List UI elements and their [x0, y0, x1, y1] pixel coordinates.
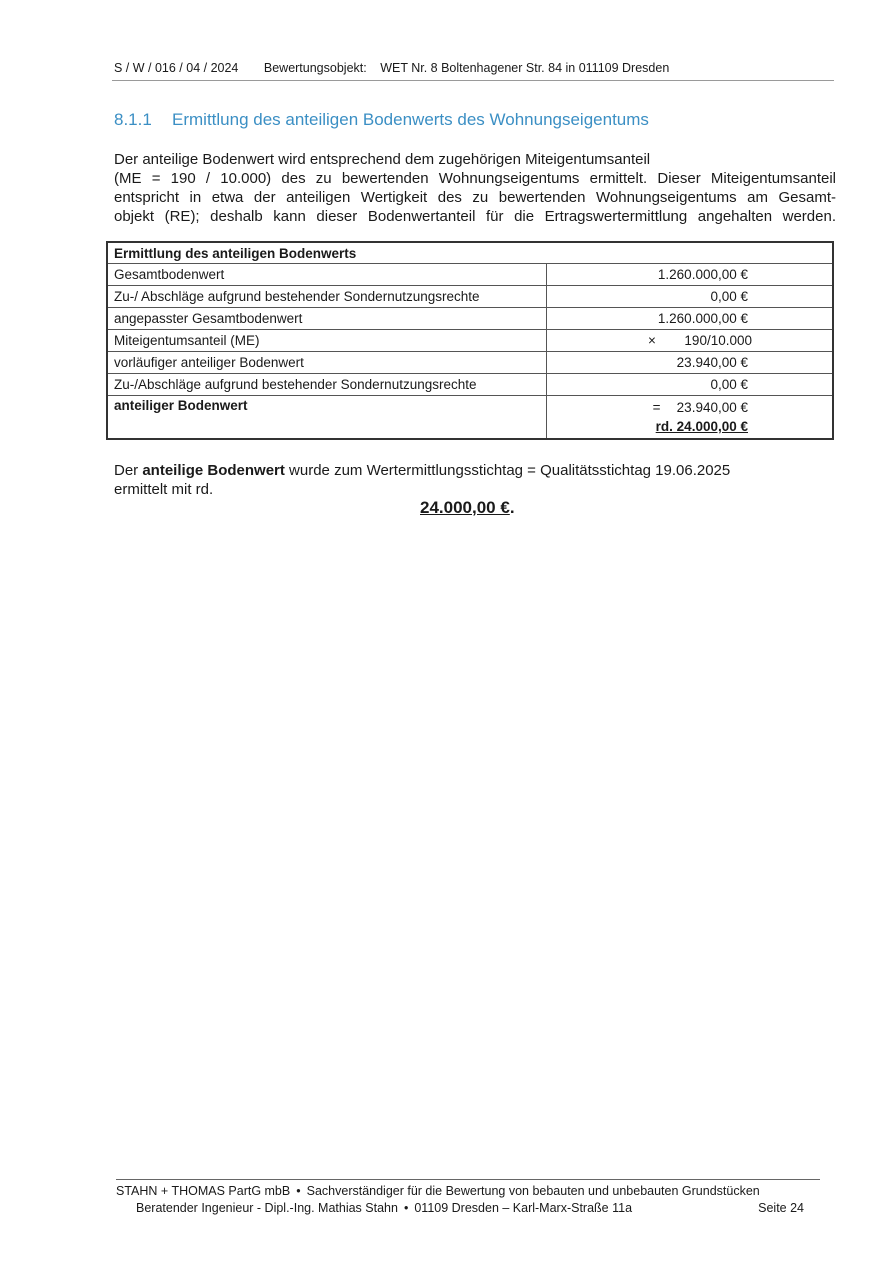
document-reference: S / W / 016 / 04 / 2024 — [114, 61, 239, 75]
row-value: 23.940,00 € — [547, 352, 834, 374]
row-label: Zu-/ Abschläge aufgrund bestehender Sondernutzungsrechte — [107, 286, 547, 308]
table-total-row — [107, 396, 833, 440]
row-value: 1.260.000,00 € — [547, 264, 834, 286]
table-row — [107, 330, 833, 352]
section-number: 8.1.1 — [114, 110, 152, 129]
row-label: Zu-/Abschläge aufgrund bestehender Sondernutzungsrechte — [107, 374, 547, 396]
object-label: Bewertungsobjekt: — [263, 61, 367, 75]
page-footer: STAHN + THOMAS PartG mbB • Sachverständiger für die Bewertung von bebauten und unbebauten Grundstücken Beratender Ingenieur - Dipl.-Ing. Mathias Stahn • 01109 Dresden – Karl-Marx-Straße 11a Seite 24 — [116, 1184, 804, 1215]
footer-company: STAHN + THOMAS PartG mbB — [116, 1184, 291, 1198]
intro-line: entspricht in etwa der anteiligen Wertigkeit des zu bewertenden Wohnungseigentums am Gesamt- — [114, 189, 836, 206]
row-value: 0,00 € — [547, 286, 834, 308]
section-heading — [114, 110, 649, 130]
result-emphasis: anteilige Bodenwert — [142, 462, 285, 479]
row-label: vorläufiger anteiliger Bodenwert — [107, 352, 547, 374]
table-row — [107, 352, 833, 374]
total-label: anteiliger Bodenwert — [107, 396, 547, 440]
row-label: Gesamtbodenwert — [107, 264, 547, 286]
row-value: 0,00 € — [547, 374, 834, 396]
intro-line: objekt (RE); deshalb kann dieser Bodenwertanteil für die Ertragswertermittlung angehalten werden. — [114, 208, 836, 225]
land-value-table — [106, 241, 834, 440]
equals-operator: = — [652, 400, 661, 415]
footer-engineer: Beratender Ingenieur - Dipl.-Ing. Mathias Stahn — [136, 1201, 398, 1215]
table-header-row — [107, 242, 833, 264]
row-label: Miteigentumsanteil (ME) — [107, 330, 547, 352]
object-text: WET Nr. 8 Boltenhagener Str. 84 in 011109 Dresden — [380, 61, 670, 75]
table-row — [107, 374, 833, 396]
intro-paragraph — [114, 150, 836, 226]
intro-line: Der anteilige Bodenwert wird entsprechend dem zugehörigen Miteigentumsanteil — [114, 151, 651, 168]
total-value: = 23.940,00 € rd. 24.000,00 € — [547, 396, 834, 440]
intro-line: (ME = 190 / 10.000) des zu bewertenden Wohnungseigentums ermittelt. Dieser Miteigentumsanteil — [114, 170, 836, 187]
page-header — [114, 61, 834, 75]
table-row — [107, 286, 833, 308]
final-amount-value: 24.000,00 € — [420, 498, 510, 517]
row-value: × 190/10.000 — [547, 330, 834, 352]
rounded-total: rd. 24.000,00 € — [655, 419, 748, 434]
multiply-operator: × — [648, 333, 656, 348]
row-label: angepasster Gesamtbodenwert — [107, 308, 547, 330]
table-heading: Ermittlung des anteiligen Bodenwerts — [107, 242, 833, 264]
table-row — [107, 264, 833, 286]
section-title: Ermittlung des anteiligen Bodenwerts des Wohnungseigentums — [172, 110, 649, 129]
header-divider — [112, 80, 834, 81]
page-number: Seite 24 — [758, 1201, 804, 1215]
final-amount: 24.000,00 €. — [420, 498, 515, 517]
footer-tagline: Sachverständiger für die Bewertung von bebauten und unbebauten Grundstücken — [306, 1184, 760, 1198]
row-value: 1.260.000,00 € — [547, 308, 834, 330]
result-paragraph: Der anteilige Bodenwert wurde zum Wertermittlungsstichtag = Qualitätsstichtag 19.06.2025 ermittelt mit rd. — [114, 462, 731, 498]
table-row — [107, 308, 833, 330]
footer-address: 01109 Dresden – Karl-Marx-Straße 11a — [414, 1201, 633, 1215]
footer-divider — [116, 1179, 820, 1180]
